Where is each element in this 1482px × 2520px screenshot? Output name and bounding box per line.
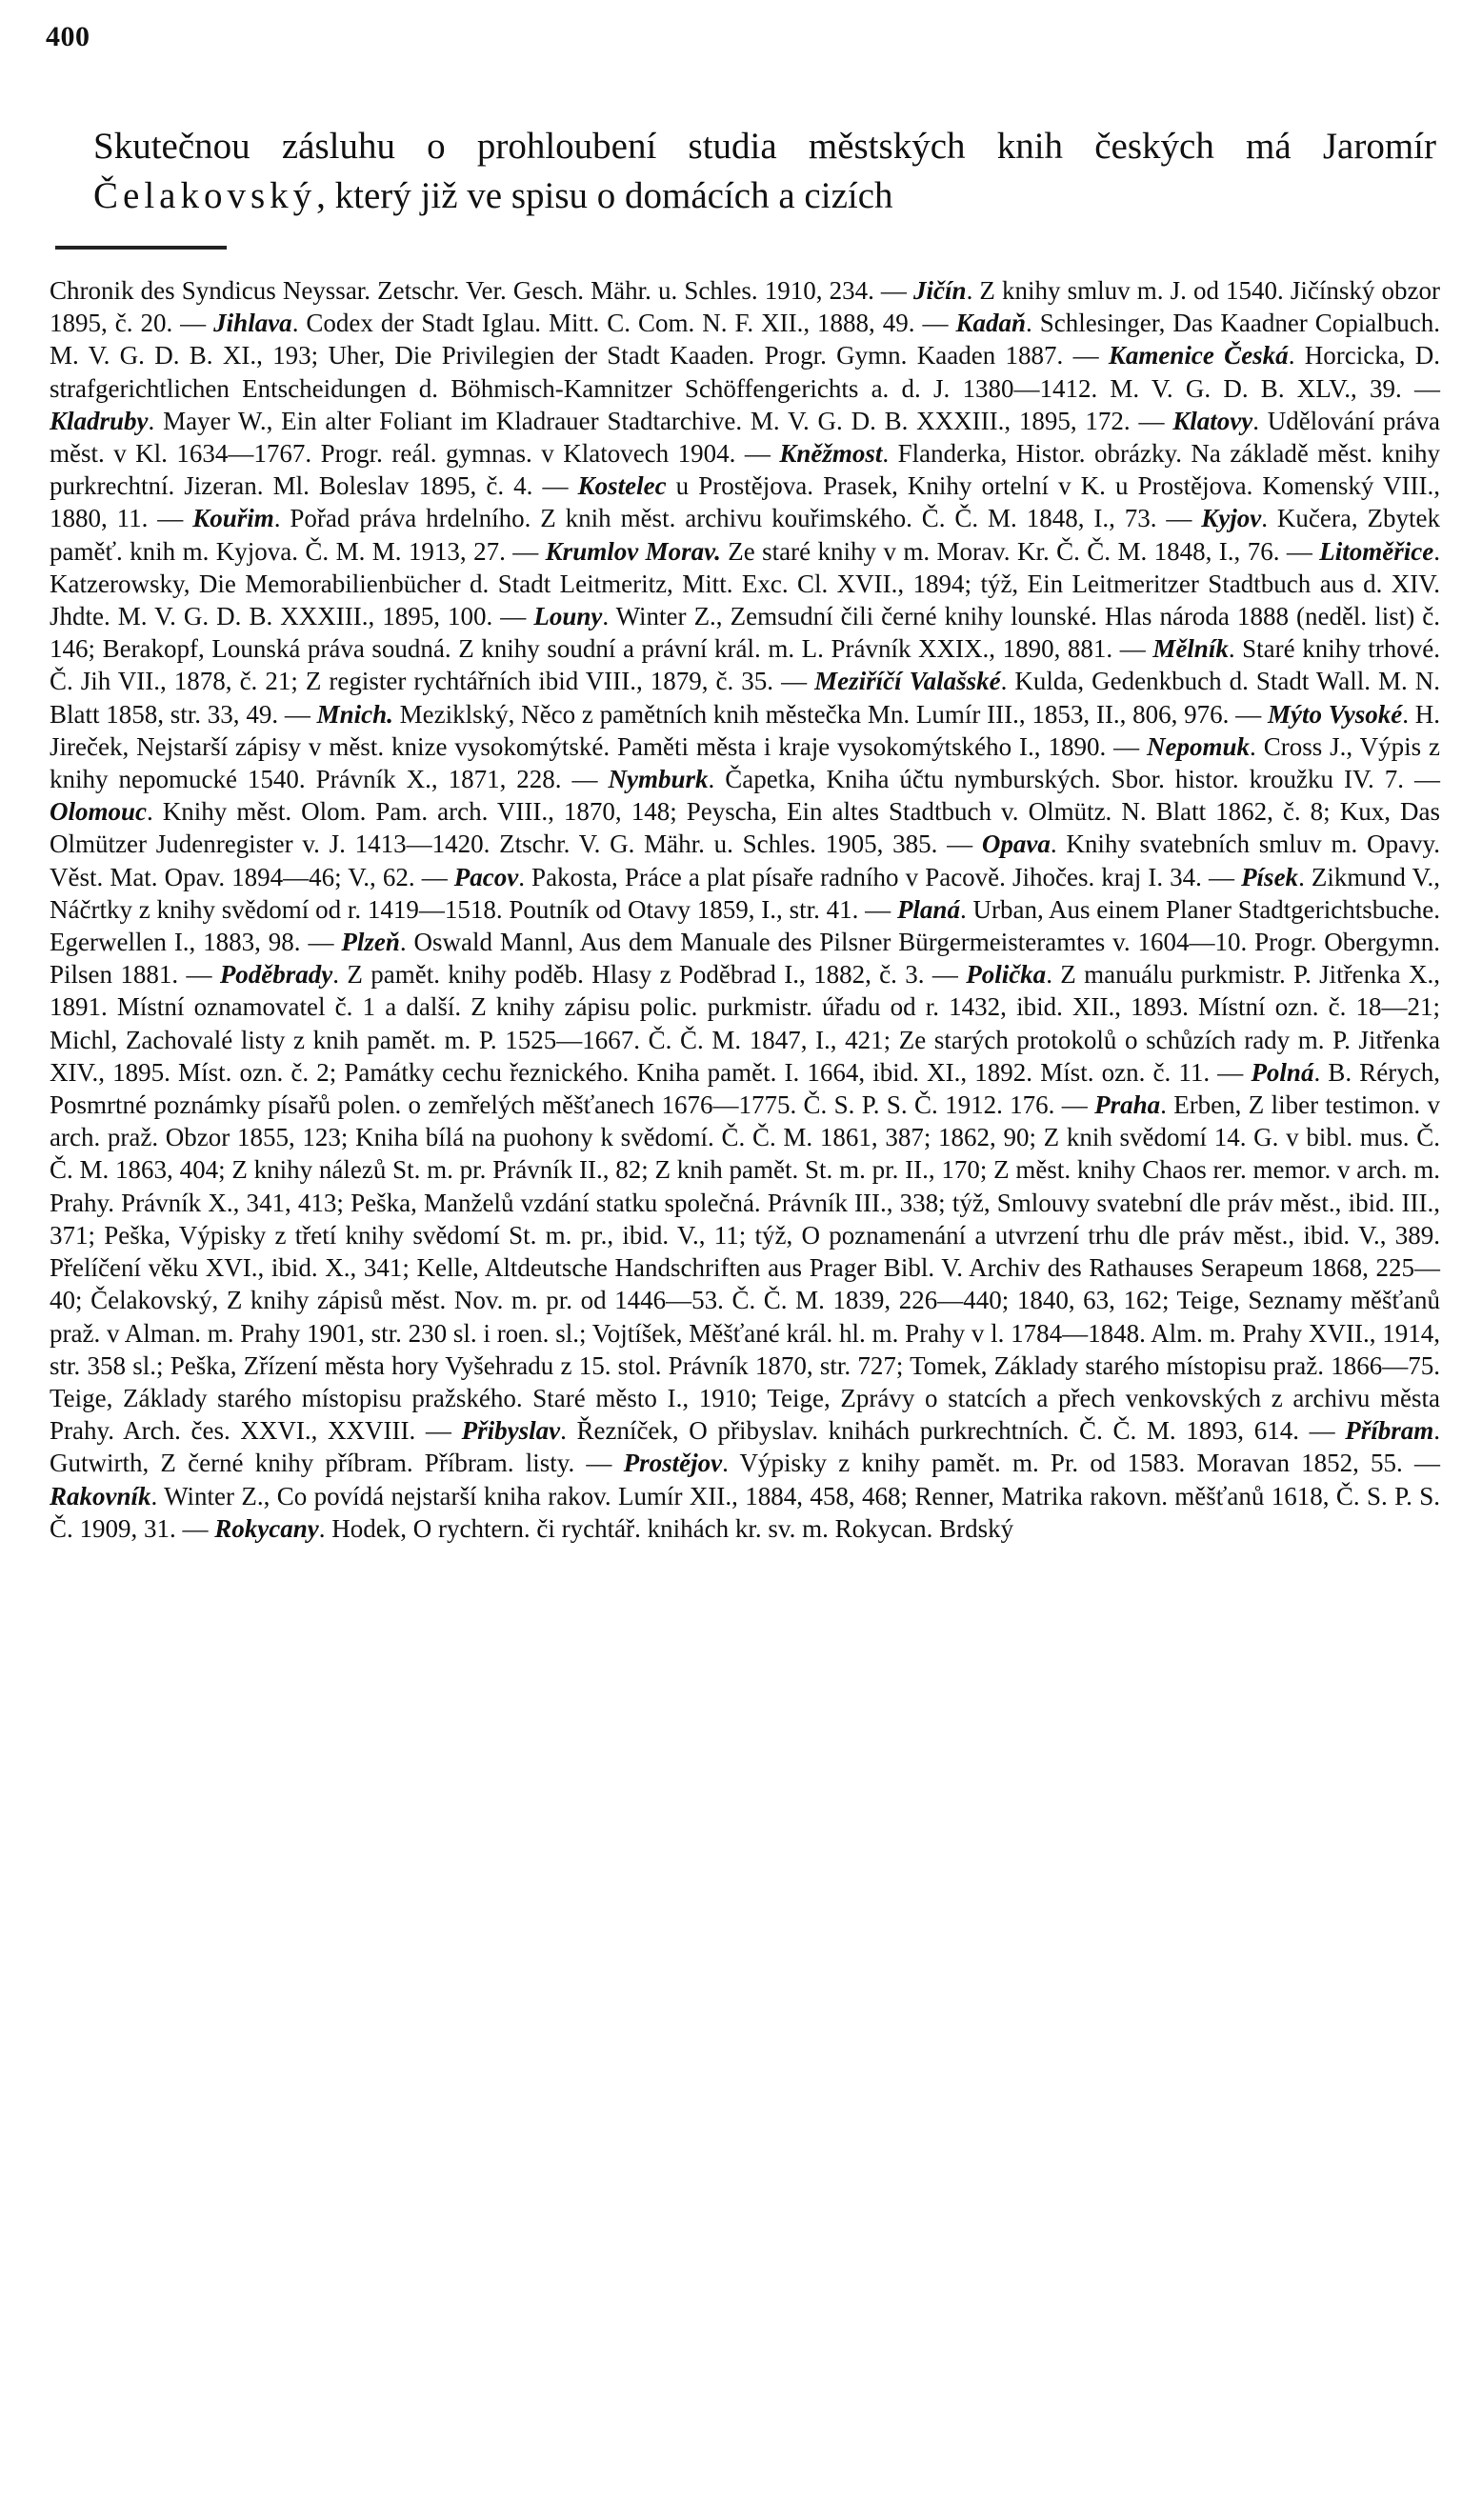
place-name: Opava — [981, 830, 1051, 859]
place-name: Nymburk — [608, 765, 709, 794]
place-name: Kamenice Česká — [1108, 341, 1289, 370]
place-name: Kouřim — [192, 504, 274, 533]
footnote-text: . Oswald Mannl, Aus dem Manuale des Pilsner Bürgermeisteramtes v. 1604—10. Progr. Obergymn. Pilsen 1881. — — [50, 928, 1440, 990]
place-name: Mnich. — [316, 699, 393, 729]
footnote-text: Ze staré knihy v m. Morav. Kr. Č. Č. M. 1848, I., 76. — — [720, 536, 1320, 566]
place-name: Kladruby — [50, 406, 149, 435]
footnote-text: . Udělování práva měst. v Kl. 1634—1767. Progr. reál. gymnas. v Klatovech 1904. — — [50, 406, 1440, 469]
place-name: Olomouc — [50, 797, 148, 827]
footnote-text: . Výpisky z knihy pamět. m. Pr. od 1583. Moravan 1852, 55. — — [722, 1449, 1440, 1478]
place-name: Kadaň — [955, 309, 1027, 338]
place-name: Rokycany — [214, 1513, 319, 1543]
place-name: Plzeň — [341, 928, 400, 957]
footnote-text: . Erben, Z liber testimon. v arch. praž. Obzor 1855, 123; Kniha bílá na puohony k svědomí. Č. Č. M. 1861, 387; 1862, 90; Z knih svědomí 14. G. v bibl. mus. Č. Č. M. 1863, 404; Z knihy nálezů St. m. pr. Právník II., 82; Z knih pamět. St. m. pr. II., 170; Z měst. knihy Chaos rer. memor. v arch. m. Prahy. Právník X., 341, 413; Peška, Manželů vzdání statku společná. Právník III., 338; týž, Smlouvy svatební dle práv měst., ibid. III., 371; Peška, Výpisky z třetí knihy svědomí St. m. pr., ibid. V., 11; týž, O poznamenání a utvrzení trhu dle práv měst., ibid. V., 389. Přelíčení věku XVI., ibid. X., 341; Kelle, Altdeutsche Handschriften aus Prager Bibl. V. Archiv des Rathauses Serapeum 1868, 225—40; Čelakovský, Z knihy zápisů měst. Nov. m. pr. od 1446—53. Č. Č. M. 1839, 226—440; 1840, 63, 162; Teige, Seznamy měšťanů praž. v Alman. m. Prahy 1901, str. 230 sl. i roen. sl.; Vojtíšek, Měšťané král. hl. m. Prahy v l. 1784—1848. Alm. m. Prahy XVII., 1914, str. 358 sl.; Peška, Zřízení města hory Vyšehradu z 15. stol. Právník 1870, str. 727; Tomek, Základy starého místopisu praž. 1866—75. Teige, Základy starého místopisu pražského. Staré město I., 1910; Teige, Zprávy o statcích a přech venkovských z archivu města Prahy. Arch. čes. XXVI., XXVIII. — — [50, 1090, 1440, 1446]
footnote-text: . Pakosta, Práce a plat písaře radního v Pacově. Jihočes. kraj I. 34. — — [518, 862, 1242, 891]
footnote-text: . Z knihy smluv m. J. od 1540. Jičínský obzor 1895, č. 20. — — [50, 276, 1440, 338]
footnote-text: . Codex der Stadt Iglau. Mitt. C. Com. N. F. XII., 1888, 49. — — [291, 309, 956, 338]
place-name: Klatovy — [1172, 406, 1253, 435]
place-name: Jičín — [913, 276, 967, 305]
footnote-text: . Hodek, O rychtern. či rychtář. knihách kr. sv. m. Rokycan. Brdský — [318, 1513, 1014, 1543]
footnote-text: . Winter Z., Zemsudní čili černé knihy lounské. Hlas národa 1888 (neděl. list) č. 146; Berakopf, Lounská práva soudná. Z knihy soudní a právní král. m. L. Právník XXIX., 1890, 881. — — [50, 602, 1440, 664]
footnote-text: . Pořad práva hrdelního. Z knih měst. archivu kouřimského. Č. Č. M. 1848, I., 73. — — [273, 504, 1202, 533]
footnote-text: Meziklský, Něco z pamětních knih městečka Mn. Lumír III., 1853, II., 806, 976. — — [392, 699, 1268, 729]
footnote-text: . Urban, Aus einem Planer Stadtgerichtsbuche. Egerwellen I., 1883, 98. — — [50, 894, 1440, 957]
place-name: Praha — [1094, 1090, 1161, 1120]
footnote-text: . Flanderka, Histor. obrázky. Na základě měst. knihy purkrechtní. Jizeran. Ml. Boleslav 1895, č. 4. — — [50, 439, 1440, 501]
place-name: Mělník — [1152, 634, 1229, 664]
intro-text-after: , který již ve spisu o domácích a cizích — [316, 175, 893, 216]
footnote-text: . Katzerowsky, Die Memorabilienbücher d. Stadt Leitmeritz, Mitt. Exc. Cl. XVII., 1894; týž, Ein Leitmeritzer Stadtbuch aus d. XIV. Jhdte. M. V. G. D. B. XXXIII., 1895, 100. — — [50, 536, 1440, 631]
footnote-block — [50, 274, 1440, 1545]
intro-text-before: Skutečnou zásluhu o prohloubení studia městských knih českých má Jaromír — [93, 126, 1436, 167]
footnote-text: . Winter Z., Co povídá nejstarší kniha rakov. Lumír XII., 1884, 458, 468; Renner, Matrika rakovn. měšťanů 1618, Č. S. P. S. Č. 1909, 31. — — [50, 1481, 1440, 1543]
footnote-text: . B. Rérych, Posmrtné poznámky písařů polen. o zemřelých měšťanech 1676—1775. Č. S. P. S. Č. 1912. 176. — — [50, 1057, 1440, 1120]
place-name: Pacov — [453, 862, 519, 891]
footnote-text: . Gutwirth, Z černé knihy příbram. Příbram. listy. — — [50, 1416, 1441, 1478]
footnote-text: . Zikmund V., Náčrtky z knihy svědomí od r. 1419—1518. Poutník od Otavy 1859, I., str. 41. — — [50, 862, 1440, 924]
footnote-text: . Řezníček, O přibyslav. knihách purkrechtních. Č. Č. M. 1893, 614. — — [560, 1416, 1346, 1446]
footnote-text: . Knihy měst. Olom. Pam. arch. VIII., 1870, 148; Peyscha, Ein altes Stadtbuch v. Olmütz. N. Blatt 1862, č. 8; Kux, Das Olmützer Judenregister v. J. 1413—1420. Ztschr. V. G. Mähr. u. Schles. 1905, 385. — — [50, 797, 1440, 859]
place-name: Krumlov Morav. — [545, 536, 721, 566]
footnote-text: Chronik des Syndicus Neyssar. Zetschr. Ver. Gesch. Mähr. u. Schles. 1910, 234. — — [50, 276, 914, 305]
place-name: Písek — [1241, 862, 1299, 891]
place-name: Prostějov — [623, 1449, 723, 1478]
footnote-text: . Schlesinger, Das Kaadner Copialbuch. M. V. G. D. B. XI., 193; Uher, Die Privilegien der Stadt Kaaden. Progr. Gymn. Kaaden 1887. — — [50, 309, 1441, 370]
footnote-text: . Kučera, Zbytek paměť. knih m. Kyjova. Č. M. M. 1913, 27. — — [50, 504, 1441, 566]
place-name: Nepomuk — [1147, 731, 1251, 761]
place-name: Jihlava — [213, 309, 292, 338]
footnote-text: . Čapetka, Kniha účtu nymburských. Sbor. histor. kroužku IV. 7. — — [708, 765, 1440, 794]
footnote-text: . Z manuálu purkmistr. P. Jitřenka X., 1891. Místní oznamovatel č. 1 a další. Z knihy zápisu polic. purkmistr. úřadu od r. 1432, ibid. XII., 1893. Místní ozn. č. 18—21; Michl, Zachovalé listy z knih pamět. m. P. 1525—1667. Č. Č. M. 1847, I., 421; Ze starých protokolů o schůzích rady m. P. Jitřenka XIV., 1895. Míst. ozn. č. 2; Památky cechu řeznického. Kniha pamět. I. 1664, ibid. XI., 1892. Míst. ozn. č. 11. — — [50, 960, 1440, 1087]
place-name: Příbram — [1345, 1416, 1434, 1446]
place-name: Planá — [896, 894, 960, 924]
footnote-text: . Mayer W., Ein alter Foliant im Kladrauer Stadtarchive. M. V. G. D. B. XXXIII., 1895, 172. — — [148, 406, 1173, 435]
place-name: Kněžmost — [779, 439, 883, 469]
footnote-separator — [55, 246, 227, 250]
footnote-text: . H. Jireček, Nejstarší zápisy v měst. knize vysokomýtské. Paměti města i kraje vysokomýtského I., 1890. — — [50, 699, 1441, 761]
intro-spaced-name: Čelakovský — [93, 175, 317, 216]
place-name: Kyjov — [1201, 504, 1262, 533]
place-name: Polná — [1251, 1057, 1314, 1087]
place-name: Polička — [966, 960, 1047, 990]
footnote-text: . Horcicka, D. strafgerichtlichen Entscheidungen d. Böhmisch-Kamnitzer Schöffengerichts a. d. J. 1380—1412. M. V. G. D. B. XLV., 39. — — [50, 341, 1441, 403]
intro-paragraph — [93, 122, 1436, 221]
place-name: Louny — [533, 602, 603, 631]
footnote-text: . Kulda, Gedenkbuch d. Stadt Wall. M. N. Blatt 1858, str. 33, 49. — — [50, 667, 1440, 729]
place-name: Přibyslav — [461, 1416, 561, 1446]
place-name: Rakovník — [50, 1481, 151, 1510]
place-name: Mýto Vysoké — [1267, 699, 1403, 729]
footnote-text: . Cross J., Výpis z knihy nepomucké 1540. Právník X., 1871, 228. — — [50, 731, 1440, 794]
place-name: Kostelec — [577, 471, 667, 501]
place-name: Meziříčí Valašské — [814, 667, 1001, 696]
footnote-text: u Prostějova. Prasek, Knihy ortelní v K. u Prostějova. Komenský VIII., 1880, 11. — — [50, 471, 1440, 533]
page-number: 400 — [46, 21, 90, 52]
place-name: Litoměřice — [1319, 536, 1434, 566]
footnote-text: . Knihy svatebních smluv m. Opavy. Věst. Mat. Opav. 1894—46; V., 62. — — [50, 830, 1441, 891]
footnote-text: . Staré knihy trhové. Č. Jih VII., 1878, č. 21; Z register rychtářních ibid VIII., 1879, č. 35. — — [50, 634, 1440, 696]
footnote-text: . Z pamět. knihy poděb. Hlasy z Poděbrad I., 1882, č. 3. — — [332, 960, 967, 990]
place-name: Poděbrady — [219, 960, 333, 990]
